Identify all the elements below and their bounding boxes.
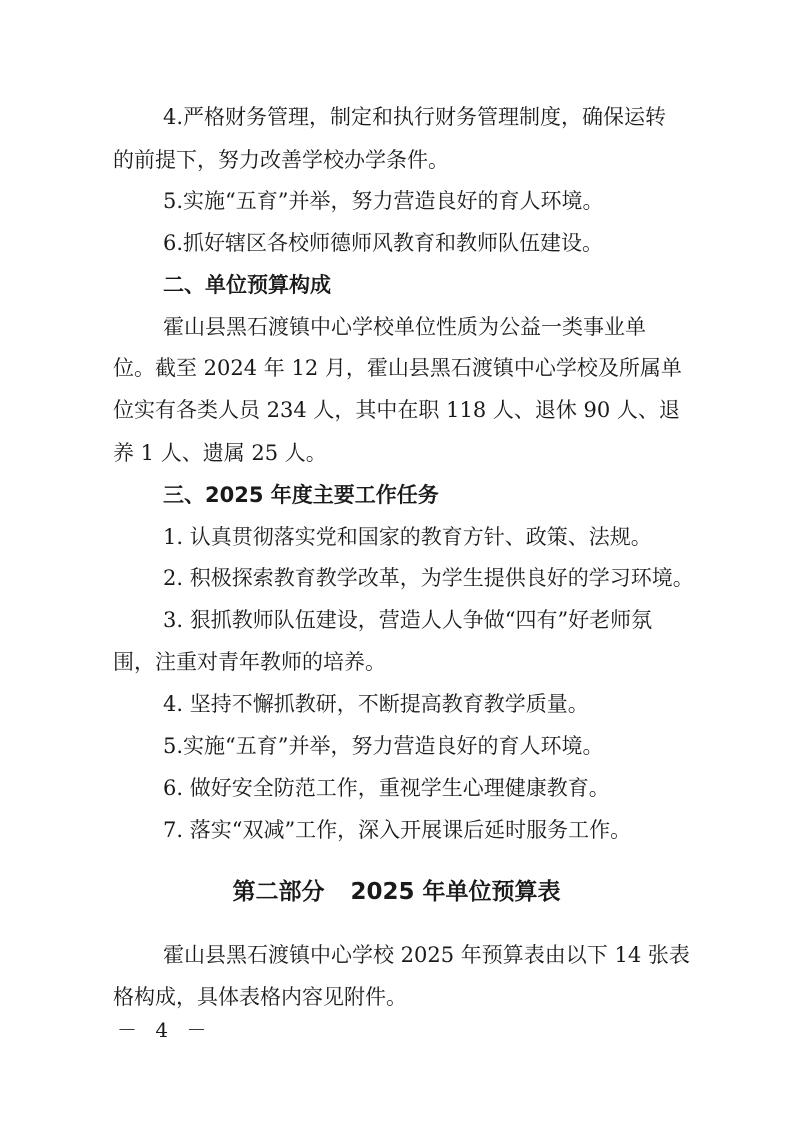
paragraph-line: 霍山县黑石渡镇中心学校 2025 年预算表由以下 14 张表: [163, 943, 690, 967]
part-heading: [0, 881, 793, 904]
paragraph-line: 养 1 人、遗属 25 人。: [113, 441, 327, 465]
section-heading: 二、单位预算构成: [163, 273, 331, 297]
paragraph-line: 位。截至 2024 年 12 月，霍山县黑石渡镇中心学校及所属单: [113, 356, 682, 380]
paragraph-line: 位实有各类人员 234 人，其中在职 118 人、退休 90 人、退: [113, 398, 680, 422]
list-item: 6. 做好安全防范工作，重视学生心理健康教育。: [163, 776, 610, 800]
list-item: 1. 认真贯彻落实党和国家的教育方针、政策、法规。: [163, 525, 652, 549]
section-heading: 三、2025 年度主要工作任务: [163, 483, 439, 507]
list-item: 5.实施“五育”并举，努力营造良好的育人环境。: [163, 734, 604, 758]
page-number: － 4 －: [117, 1018, 213, 1042]
list-item: 7. 落实“双减”工作，深入开展课后延时服务工作。: [163, 818, 632, 842]
part-heading-title: 2025 年单位预算表: [350, 879, 561, 905]
paragraph-line: 5.实施“五育”并举，努力营造良好的育人环境。: [163, 189, 604, 213]
paragraph-line: 4.严格财务管理，制定和执行财务管理制度，确保运转: [163, 105, 667, 129]
paragraph-line: 霍山县黑石渡镇中心学校单位性质为公益一类事业单: [163, 315, 646, 339]
paragraph-line: 的前提下，努力改善学校办学条件。: [113, 148, 449, 172]
list-item: 2. 积极探索教育教学改革，为学生提供良好的学习环境。: [163, 566, 694, 590]
paragraph-line: 6.抓好辖区各校师德师风教育和教师队伍建设。: [163, 231, 604, 255]
list-item: 3. 狠抓教师队伍建设，营造人人争做“四有”好老师氛: [163, 608, 653, 632]
paragraph-line: 格构成，具体表格内容见附件。: [113, 985, 407, 1009]
list-item: 4. 坚持不懈抓教研，不断提高教育教学质量。: [163, 692, 589, 716]
part-heading-label: 第二部分: [232, 879, 325, 905]
list-item-continuation: 围，注重对青年教师的培养。: [113, 650, 386, 674]
